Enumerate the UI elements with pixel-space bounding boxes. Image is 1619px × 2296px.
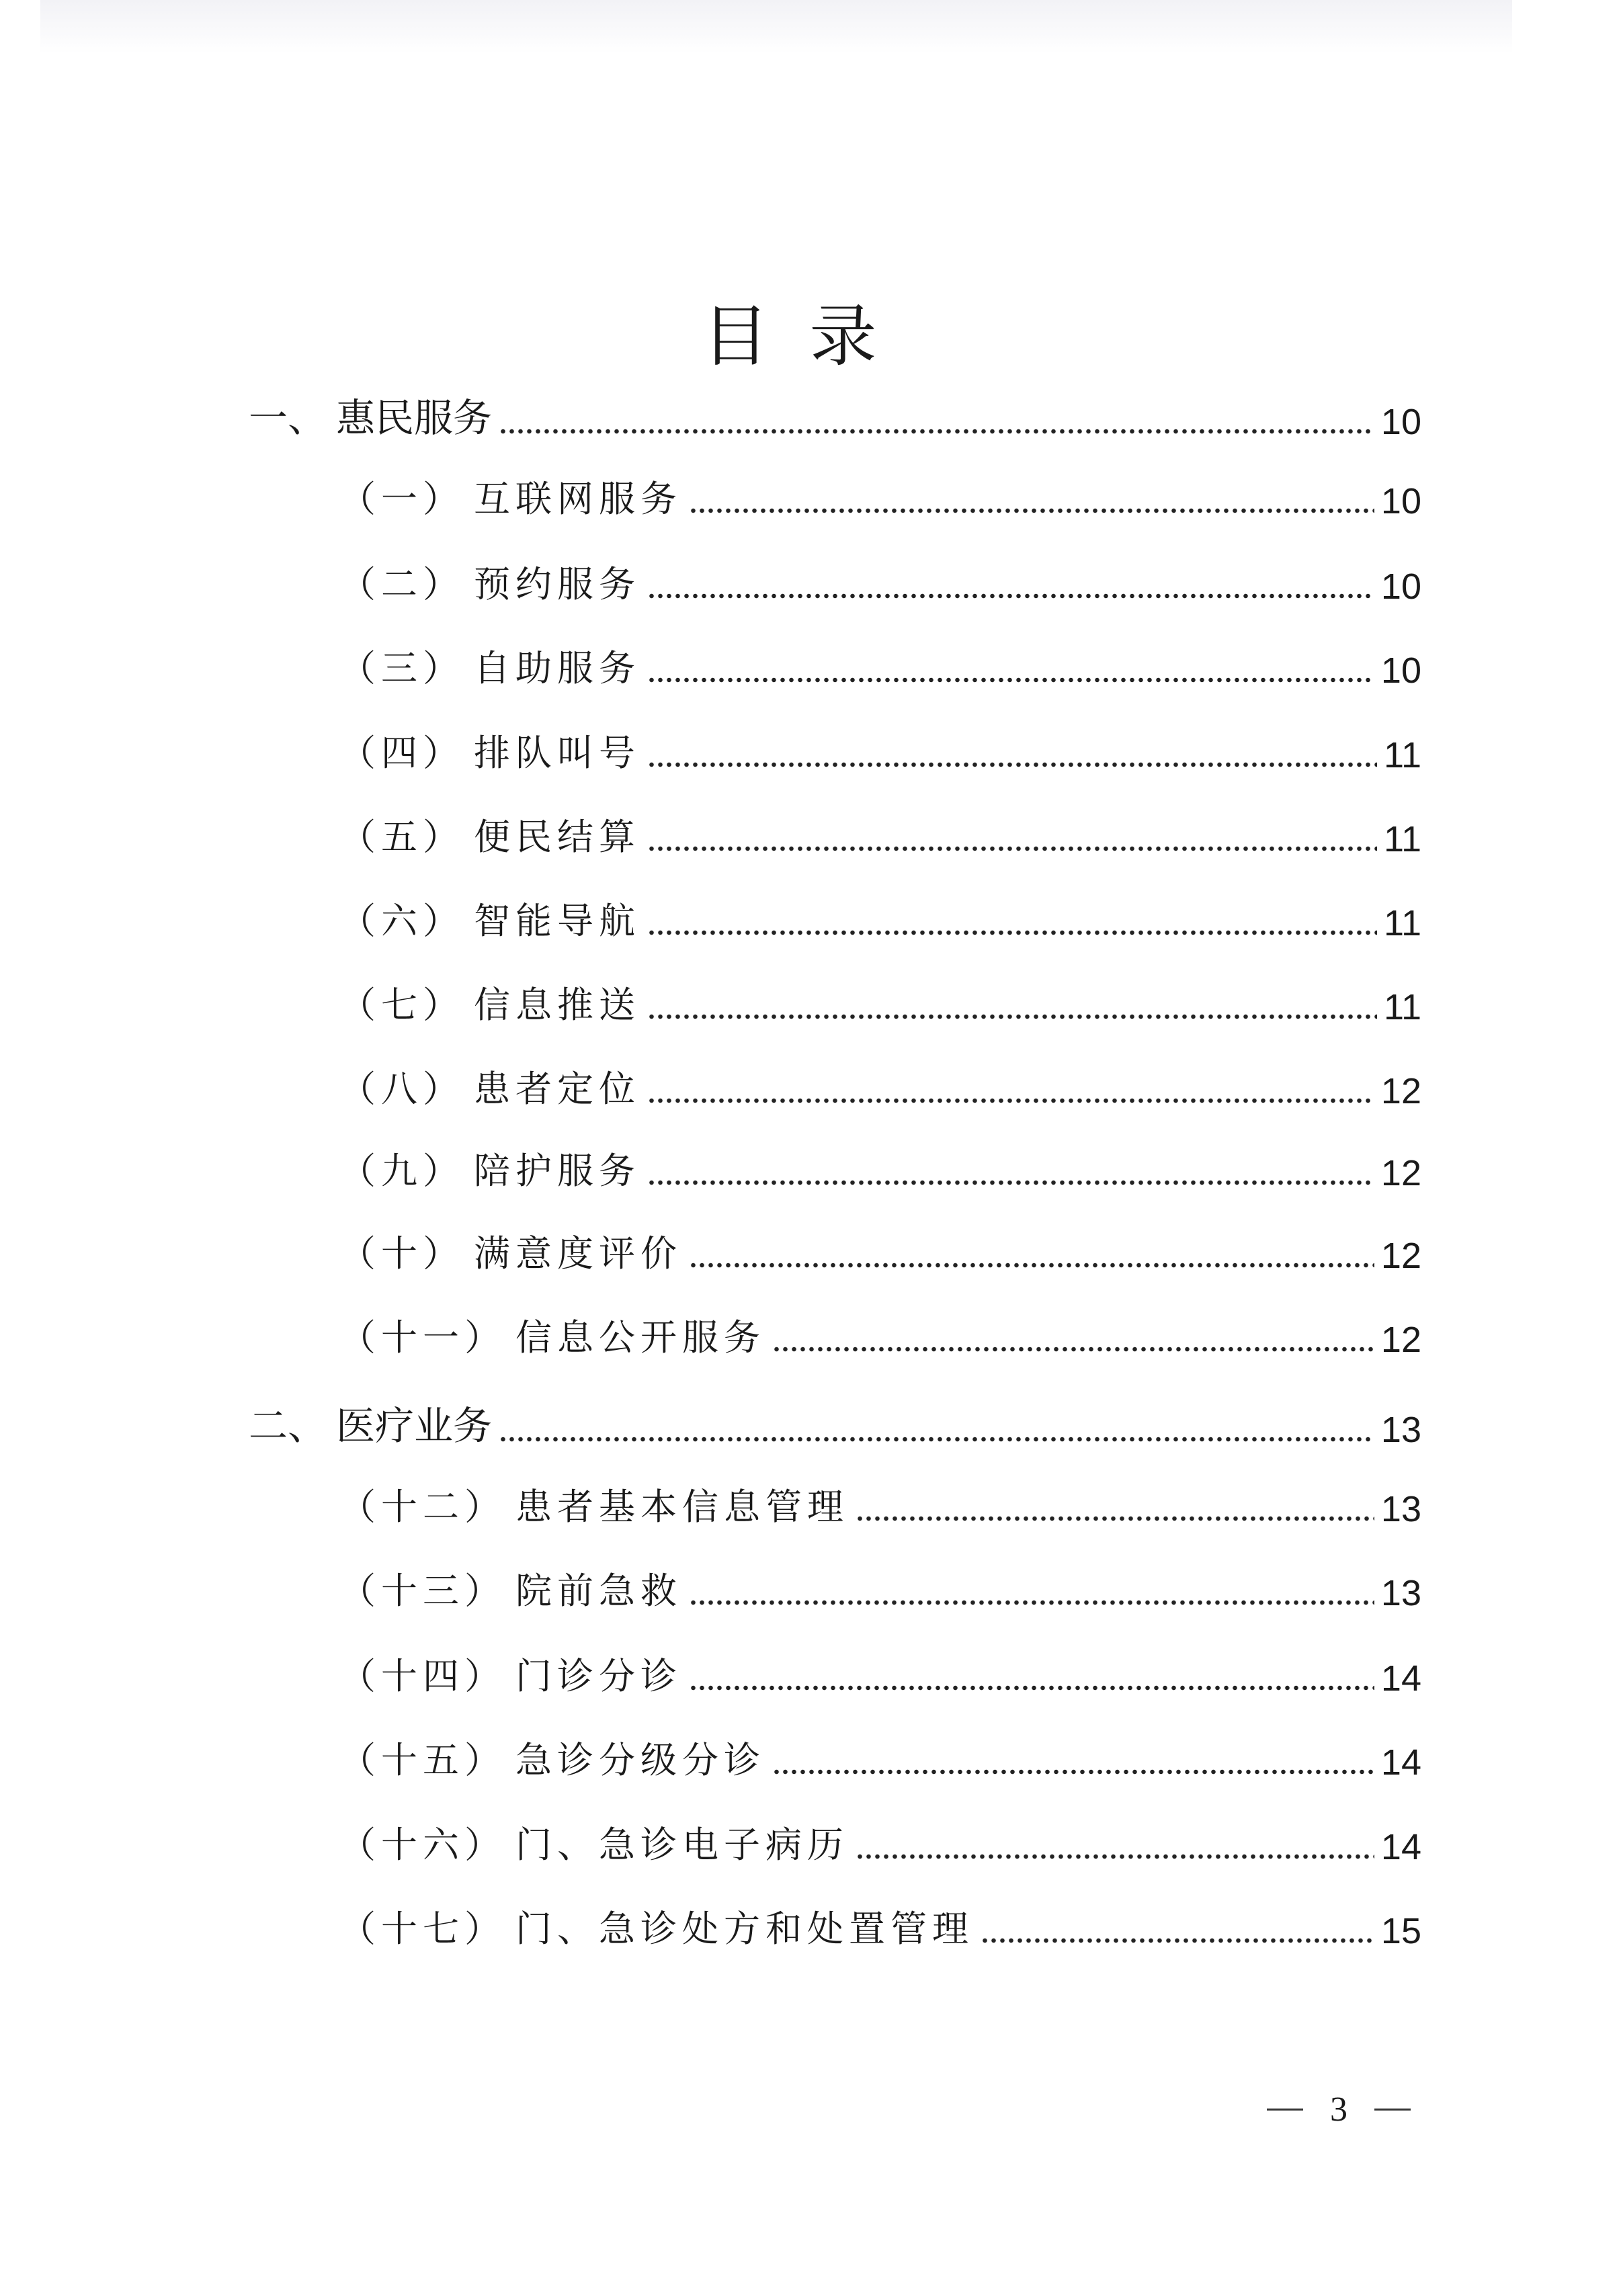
page-number: 3 — [1330, 2090, 1347, 2129]
toc-dot-leader — [647, 928, 1377, 937]
toc-entry[interactable] — [339, 1060, 1421, 1112]
toc-dot-leader — [647, 675, 1374, 685]
toc-entry-label: 急诊分级分诊 — [515, 1739, 765, 1781]
page-footer — [1267, 2090, 1411, 2129]
toc-entry-page: 14 — [1380, 1742, 1421, 1783]
toc-entry[interactable] — [249, 1394, 1421, 1451]
toc-entry[interactable] — [339, 1478, 1421, 1530]
footer-dash-left — [1267, 2109, 1303, 2111]
toc-entry-number: 一、 — [249, 395, 327, 441]
toc-entry-label: 门诊分诊 — [515, 1655, 682, 1697]
toc-entry-page: 13 — [1380, 1573, 1421, 1613]
toc-entry[interactable] — [339, 1225, 1421, 1277]
toc-entry-number: （七） — [339, 984, 464, 1026]
toc-entry-number: （十） — [339, 1232, 464, 1275]
toc-entry-page: 10 — [1380, 402, 1421, 442]
toc-entry[interactable] — [339, 724, 1421, 776]
toc-entry-label: 智能导航 — [474, 900, 640, 942]
toc-entry[interactable] — [339, 556, 1421, 607]
toc-entry-page: 14 — [1380, 1827, 1421, 1867]
toc-dot-leader — [647, 844, 1377, 853]
toc-entry-page: 14 — [1380, 1658, 1421, 1699]
toc-entry-label: 互联网服务 — [474, 478, 682, 520]
toc-dot-leader — [689, 1683, 1374, 1693]
toc-entry-number: （十六） — [339, 1824, 506, 1866]
toc-entry-label: 院前急救 — [515, 1570, 682, 1612]
toc-entry[interactable] — [339, 1309, 1421, 1361]
toc-dot-leader — [981, 1936, 1374, 1945]
toc-dot-leader — [499, 427, 1374, 436]
toc-entry-number: （四） — [339, 732, 464, 774]
toc-entry[interactable] — [339, 470, 1421, 522]
toc-dot-leader — [772, 1767, 1374, 1777]
toc-entry[interactable] — [339, 808, 1421, 860]
toc-entry-page: 12 — [1380, 1153, 1421, 1193]
toc-entry-number: （九） — [339, 1150, 464, 1192]
toc-entry-number: （六） — [339, 900, 464, 942]
toc-entry-number: （三） — [339, 647, 464, 689]
toc-entry-label: 门、急诊电子病历 — [515, 1824, 849, 1866]
toc-dot-leader — [647, 1178, 1374, 1187]
toc-entry-page: 13 — [1380, 1489, 1421, 1529]
toc-entry[interactable] — [339, 976, 1421, 1028]
toc-dot-leader — [689, 506, 1374, 515]
toc-dot-leader — [647, 760, 1377, 769]
toc-entry-page: 12 — [1380, 1236, 1421, 1276]
toc-entry-page: 10 — [1380, 566, 1421, 607]
footer-dash-right — [1374, 2109, 1411, 2111]
toc-entry-page: 15 — [1380, 1911, 1421, 1951]
toc-entry[interactable] — [339, 1142, 1421, 1194]
toc-entry-number: （十二） — [339, 1486, 506, 1528]
toc-entry-label: 门、急诊处方和处置管理 — [515, 1908, 974, 1950]
toc-dot-leader — [499, 1435, 1374, 1444]
toc-entry-label: 信息推送 — [474, 984, 640, 1026]
toc-entry-number: （十三） — [339, 1570, 506, 1612]
toc-dot-leader — [772, 1345, 1374, 1354]
toc-entry-label: 便民结算 — [474, 816, 640, 858]
toc-entry[interactable] — [339, 640, 1421, 691]
toc-entry[interactable] — [339, 1732, 1421, 1783]
toc-dot-leader — [647, 1012, 1377, 1021]
toc-entry-label: 信息公开服务 — [515, 1316, 765, 1359]
toc-entry[interactable] — [339, 1816, 1421, 1868]
toc-entry-label: 自助服务 — [474, 647, 640, 689]
toc-entry-page: 13 — [1380, 1410, 1421, 1450]
toc-entry-page: 10 — [1380, 481, 1421, 521]
toc-entry-number: （十四） — [339, 1655, 506, 1697]
toc-entry-page: 11 — [1383, 735, 1421, 775]
toc-entry-number: （五） — [339, 816, 464, 858]
toc-entry-label: 满意度评价 — [474, 1232, 682, 1275]
toc-entry[interactable] — [339, 1562, 1421, 1614]
toc-entry-page: 11 — [1383, 819, 1421, 859]
toc-entry-label: 排队叫号 — [474, 732, 640, 774]
toc-dot-leader — [647, 1096, 1374, 1105]
toc-entry[interactable] — [249, 386, 1421, 443]
toc-dot-leader — [689, 1598, 1374, 1607]
toc-entry[interactable] — [339, 1900, 1421, 1952]
toc-dot-leader — [647, 591, 1374, 601]
toc-entry-label: 惠民服务 — [336, 395, 493, 441]
page-title: 目录 — [702, 297, 917, 376]
toc-entry-label: 医疗业务 — [336, 1403, 493, 1449]
toc-entry-number: （八） — [339, 1068, 464, 1110]
toc-entry-number: （十七） — [339, 1908, 506, 1950]
toc-entry-number: 二、 — [249, 1403, 327, 1449]
toc-entry-number: （十一） — [339, 1316, 506, 1359]
scan-edge-shadow — [40, 0, 1512, 54]
toc-dot-leader — [856, 1514, 1374, 1523]
toc-entry-label: 患者基本信息管理 — [515, 1486, 849, 1528]
toc-entry-label: 预约服务 — [474, 563, 640, 605]
toc-entry-label: 陪护服务 — [474, 1150, 640, 1192]
toc-entry-page: 12 — [1380, 1320, 1421, 1360]
toc-entry[interactable] — [339, 892, 1421, 944]
toc-entry-label: 患者定位 — [474, 1068, 640, 1110]
toc-entry-number: （一） — [339, 478, 464, 520]
toc-entry-number: （二） — [339, 563, 464, 605]
toc-entry-page: 11 — [1383, 903, 1421, 943]
toc-entry-page: 11 — [1383, 987, 1421, 1027]
toc-entry-page: 10 — [1380, 650, 1421, 691]
toc-dot-leader — [689, 1261, 1374, 1270]
toc-entry[interactable] — [339, 1648, 1421, 1699]
toc-dot-leader — [856, 1852, 1374, 1861]
toc-entry-number: （十五） — [339, 1739, 506, 1781]
toc-entry-page: 12 — [1380, 1071, 1421, 1111]
